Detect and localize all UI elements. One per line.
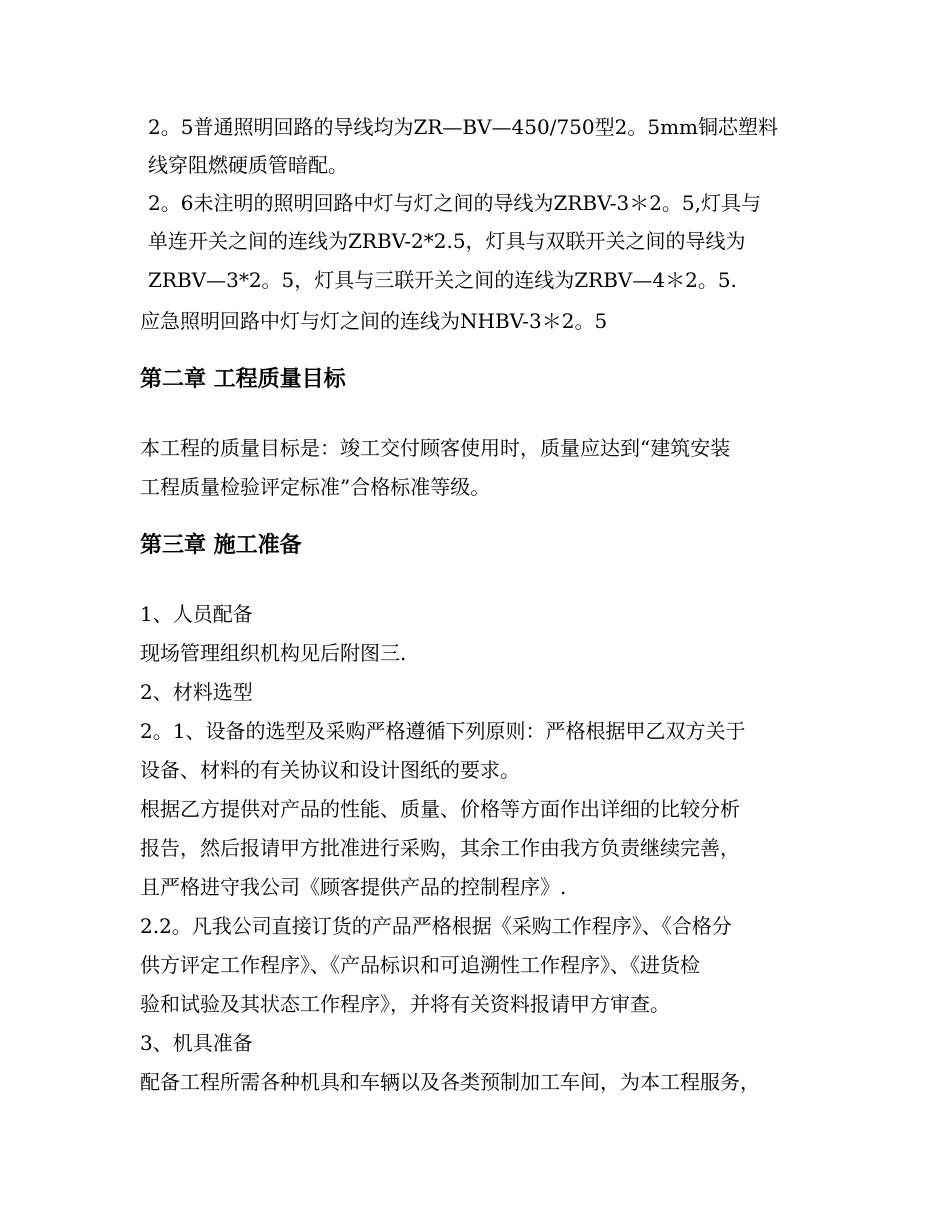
body-text-line: 现场管理组织机构见后附图三.: [140, 641, 407, 665]
chapter-heading: 第三章 施工准备: [140, 533, 302, 558]
body-text-line: 工程质量检验评定标准”合格标准等级。: [140, 475, 491, 499]
body-text-line: 设备、材料的有关协议和设计图纸的要求。: [140, 758, 520, 782]
body-text-line: 2。1、设备的选型及采购严格遵循下列原则：严格根据甲乙双方关于: [140, 719, 746, 743]
chapter-heading: 第二章 工程质量目标: [140, 367, 346, 392]
body-text-line: 1、人员配备: [140, 602, 253, 626]
body-text-line: 供方评定工作程序》、《产品标识和可追溯性工作程序》、《进货检: [140, 953, 700, 977]
body-text-line: 2、材料选型: [140, 680, 253, 704]
body-text-line: 本工程的质量目标是：竣工交付顾客使用时，质量应达到“建筑安装: [140, 436, 731, 460]
body-text-line: 根据乙方提供对产品的性能、质量、价格等方面作出详细的比较分析: [140, 797, 740, 821]
body-text-line: 线穿阻燃硬质管暗配。: [148, 153, 348, 177]
body-text-line: ZRBV—3*2。5，灯具与三联开关之间的连线为ZRBV—4＊2。5.: [148, 268, 737, 292]
body-text-line: 2。5普通照明回路的导线均为ZR—BV—450/750型2。5mm铜芯塑料: [148, 115, 779, 139]
body-text-line: 报告，然后报请甲方批准进行采购，其余工作由我方负责继续完善，: [140, 836, 740, 860]
body-text-line: 2。6未注明的照明回路中灯与灯之间的导线为ZRBV-3＊2。5,灯具与: [148, 191, 761, 215]
body-text-line: 验和试验及其状态工作程序》，并将有关资料报请甲方审查。: [140, 992, 670, 1016]
body-text-line: 3、机具准备: [140, 1031, 253, 1055]
body-text-line: 单连开关之间的连线为ZRBV-2*2.5，灯具与双联开关之间的导线为: [148, 229, 746, 253]
body-text-line: 配备工程所需各种机具和车辆以及各类预制加工车间，为本工程服务，: [140, 1070, 760, 1094]
body-text-line: 2.2。凡我公司直接订货的产品严格根据《采购工作程序》、《合格分: [140, 914, 732, 938]
body-text-line: 且严格进守我公司《顾客提供产品的控制程序》.: [140, 875, 567, 899]
body-text-line: 应急照明回路中灯与灯之间的连线为NHBV-3＊2。5: [140, 309, 608, 333]
